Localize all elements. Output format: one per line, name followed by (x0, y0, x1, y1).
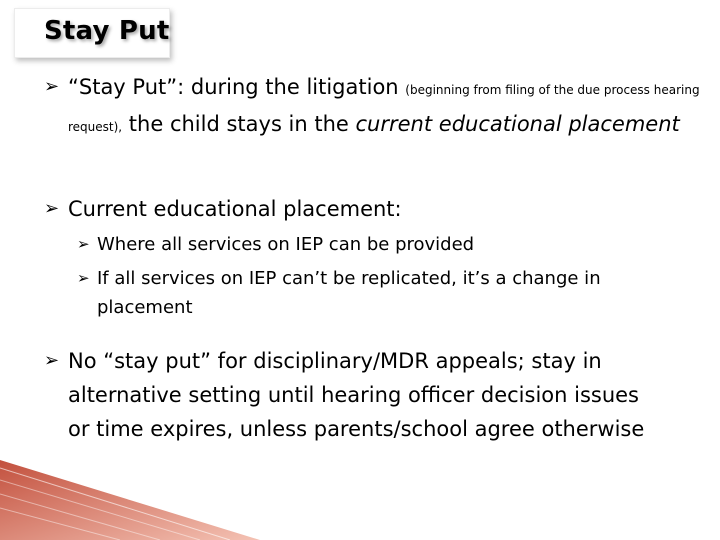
bullet-disciplinary-appeals (44, 344, 664, 446)
bullet-text-emphasis: current educational placement (355, 112, 680, 136)
bullet-text: Current educational placement: (68, 197, 402, 221)
bullet-text-parenthetical: (beginning from filing of the due process hearing request), (68, 83, 700, 134)
bullet-arrow-icon: ➢ (77, 235, 90, 253)
bullet-text (68, 70, 704, 144)
sub-bullet-text: Where all services on IEP can be provided (97, 234, 475, 255)
bullet-current-placement (44, 192, 704, 226)
bullet-stay-put-definition (44, 70, 704, 144)
sub-bullet-change-in-placement (77, 264, 677, 322)
corner-decoration (0, 450, 260, 540)
bullet-arrow-icon: ➢ (44, 350, 60, 371)
slide-title: Stay Put (44, 16, 170, 46)
bullet-text: No “stay put” for disciplinary/MDR appeals; stay in alternative setting until hearing officer decision issues or time expires, unless parents/school agree otherwise (68, 349, 645, 441)
bullet-arrow-icon: ➢ (44, 198, 60, 219)
bullet-text-main: “Stay Put”: during the litigation (68, 75, 406, 99)
sub-bullet-text: If all services on IEP can’t be replicated, it’s a change in placement (97, 268, 601, 318)
bullet-arrow-icon: ➢ (44, 76, 60, 97)
bullet-arrow-icon: ➢ (77, 269, 90, 287)
sub-bullet-services-provided (77, 230, 677, 259)
bullet-text-continued: the child stays in the (122, 112, 356, 136)
